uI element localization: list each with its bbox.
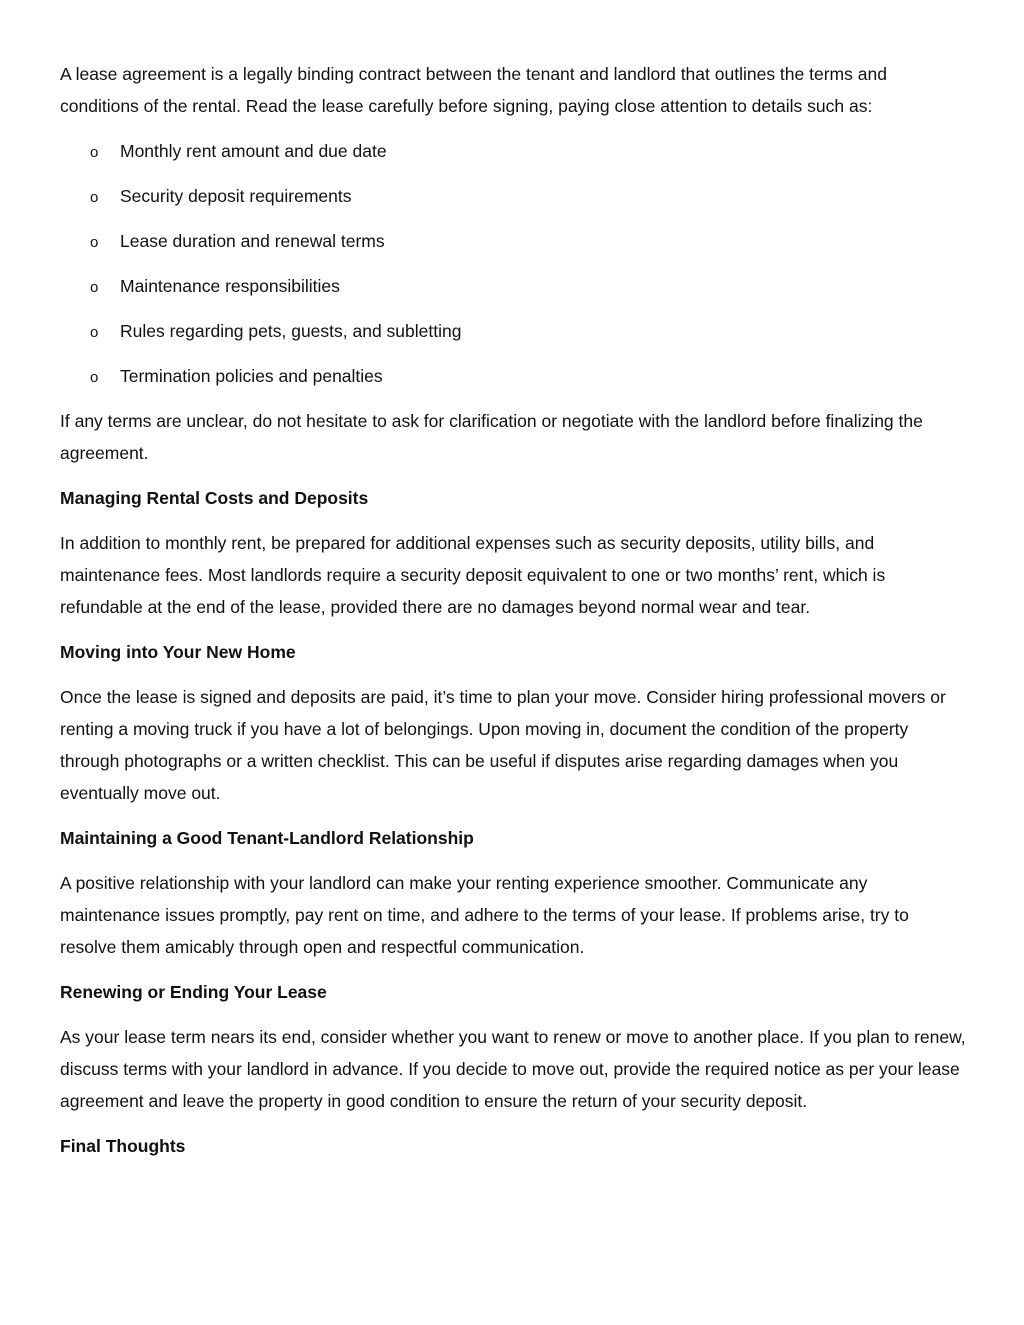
section-heading-relationship: Maintaining a Good Tenant-Landlord Relationship [60,828,474,848]
list-item [60,360,970,392]
section-body-renewing: As your lease term nears its end, consider whether you want to renew or move to another place. If you plan to renew, discuss terms with your landlord in advance. If you decide to move out, provide the required notice as per your lease agreement and leave the property in good condition to ensure the return of your security deposit. [60,1027,966,1111]
list-item [60,180,970,212]
bullet-icon: o [90,369,99,386]
section-heading-renewing: Renewing or Ending Your Lease [60,982,327,1002]
list-item-text: Rules regarding pets, guests, and subletting [120,321,462,341]
bullet-icon: o [90,189,99,206]
section-body-rental-costs: In addition to monthly rent, be prepared for additional expenses such as security deposits, utility bills, and maintenance fees. Most landlords require a security deposit equivalent to one or two months’ rent, which is refundable at the end of the lease, provided there are no damages beyond normal wear and tear. [60,533,886,617]
list-item [60,315,970,347]
bullet-icon: o [90,144,99,161]
list-item [60,270,970,302]
lease-details-list [60,135,970,392]
clarification-paragraph: If any terms are unclear, do not hesitate to ask for clarification or negotiate with the landlord before finalizing the agreement. [60,411,923,463]
section-heading-moving-in: Moving into Your New Home [60,642,296,662]
section-body-relationship: A positive relationship with your landlord can make your renting experience smoother. Communicate any maintenance issues promptly, pay rent on time, and adhere to the terms of your lease. If problems arise, try to resolve them amicably through open and respectful communication. [60,873,909,957]
list-item [60,135,970,167]
list-item [60,225,970,257]
section-heading-rental-costs: Managing Rental Costs and Deposits [60,488,369,508]
bullet-icon: o [90,279,99,296]
section-body-moving-in: Once the lease is signed and deposits are paid, it’s time to plan your move. Consider hiring professional movers or renting a moving truck if you have a lot of belongings. Upon moving in, document the condition of the property through photographs or a written checklist. This can be useful if disputes arise regarding damages when you eventually move out. [60,687,946,803]
list-item-text: Termination policies and penalties [120,366,383,386]
bullet-icon: o [90,234,99,251]
list-item-text: Lease duration and renewal terms [120,231,385,251]
intro-paragraph: A lease agreement is a legally binding contract between the tenant and landlord that outlines the terms and conditions of the rental. Read the lease carefully before signing, paying close attention to details such as: [60,64,887,116]
document-page [60,58,970,1175]
bullet-icon: o [90,324,99,341]
list-item-text: Security deposit requirements [120,186,352,206]
section-heading-final-thoughts: Final Thoughts [60,1136,186,1156]
list-item-text: Maintenance responsibilities [120,276,340,296]
list-item-text: Monthly rent amount and due date [120,141,387,161]
